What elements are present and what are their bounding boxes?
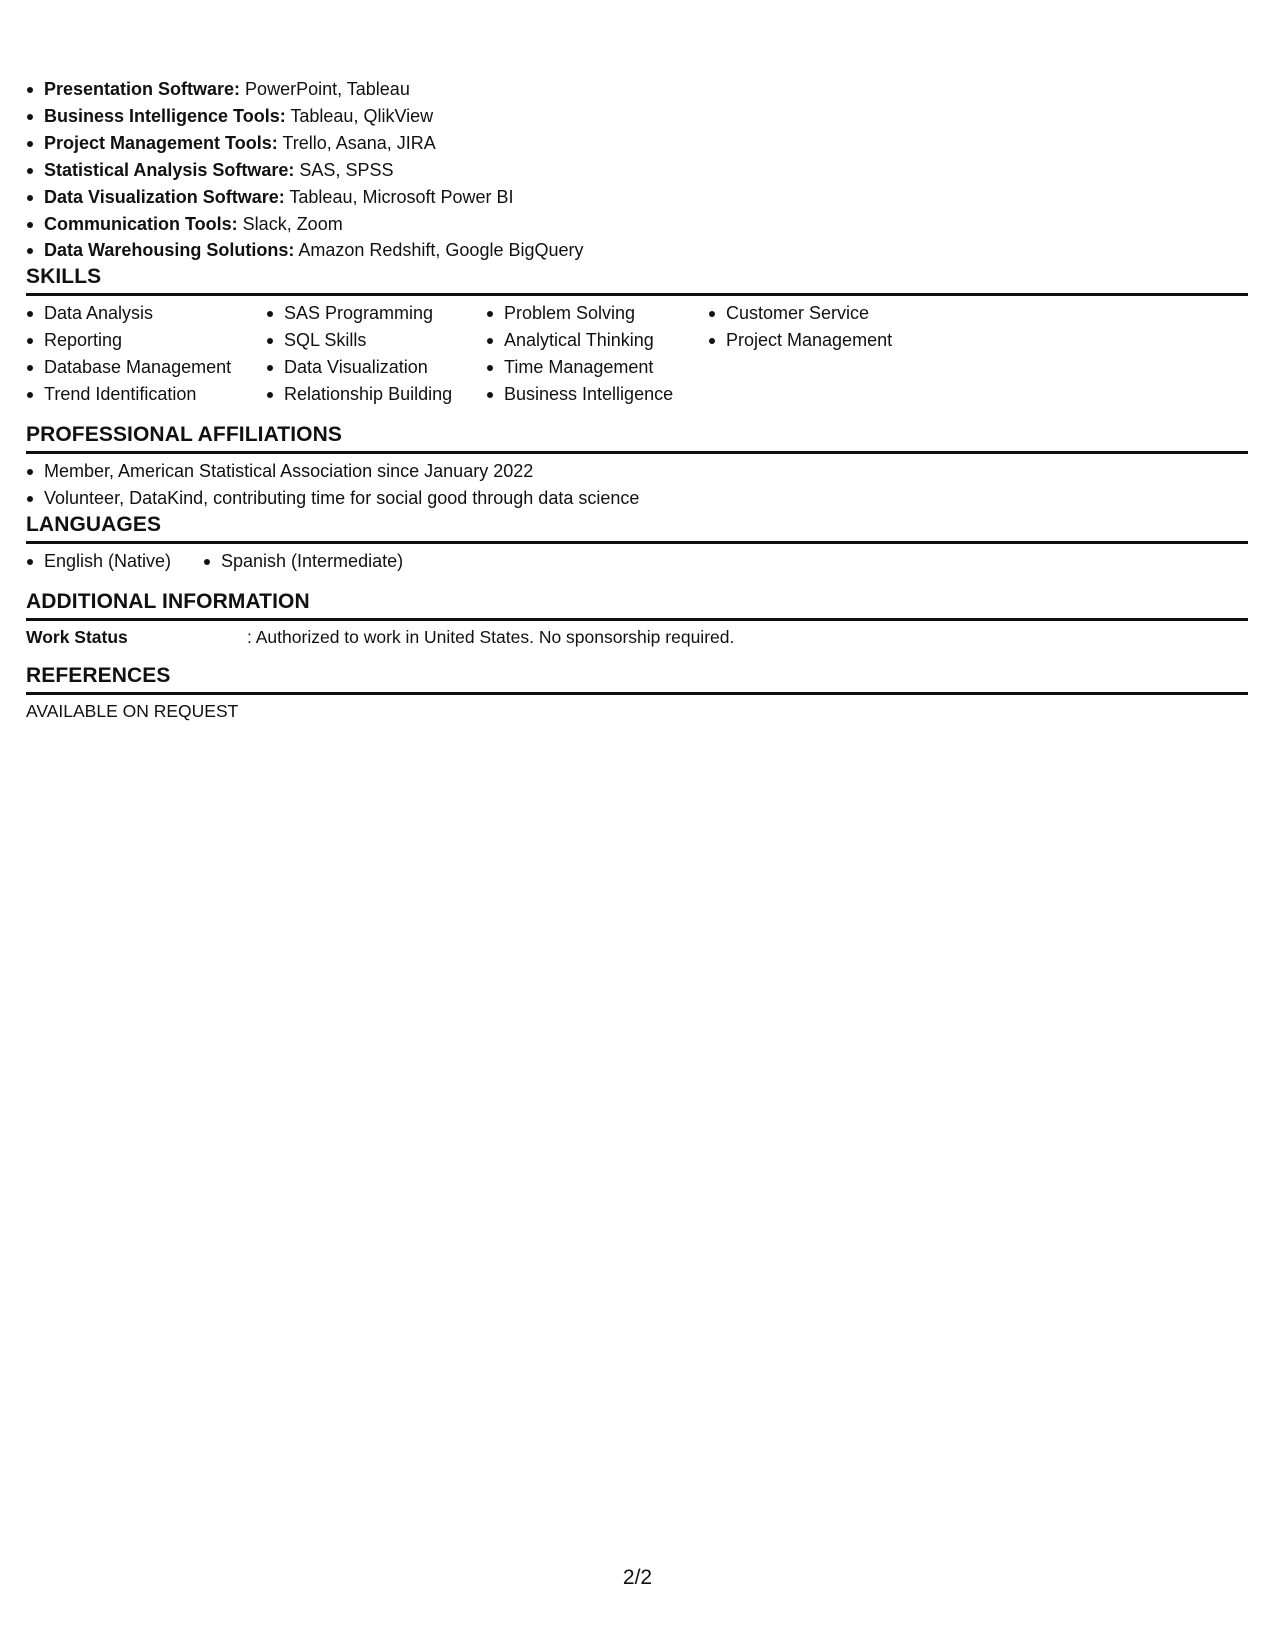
list-item: Reporting bbox=[26, 327, 266, 354]
page-number: 2/2 bbox=[622, 1566, 653, 1589]
tool-label: Communication Tools: bbox=[44, 213, 238, 234]
references-heading: REFERENCES bbox=[26, 663, 171, 687]
affiliations-heading: PROFESSIONAL AFFILIATIONS bbox=[26, 422, 342, 446]
skills-column bbox=[266, 300, 486, 408]
tool-value: Tableau, QlikView bbox=[285, 105, 434, 126]
list-item: Member, American Statistical Association since January 2022 bbox=[26, 458, 1248, 485]
list-item bbox=[26, 130, 1248, 157]
tool-value: Amazon Redshift, Google BigQuery bbox=[294, 240, 584, 261]
list-item: Time Management bbox=[486, 354, 708, 381]
tool-value: Tableau, Microsoft Power BI bbox=[284, 186, 514, 207]
list-item: Data Visualization bbox=[266, 354, 486, 381]
list-item: Relationship Building bbox=[266, 381, 486, 408]
skills-column bbox=[708, 300, 948, 408]
list-item: Volunteer, DataKind, contributing time for social good through data science bbox=[26, 485, 1248, 512]
section-divider bbox=[26, 692, 1248, 695]
list-item bbox=[26, 211, 1248, 238]
list-item bbox=[26, 76, 1248, 103]
list-item: SQL Skills bbox=[266, 327, 486, 354]
list-item: Spanish (Intermediate) bbox=[203, 548, 403, 575]
tool-label: Project Management Tools: bbox=[44, 132, 278, 153]
work-status-row bbox=[26, 625, 1248, 649]
list-item: SAS Programming bbox=[266, 300, 486, 327]
tool-label: Data Warehousing Solutions: bbox=[44, 240, 295, 261]
section-divider bbox=[26, 618, 1248, 621]
list-item: Data Analysis bbox=[26, 300, 266, 327]
affiliations-list bbox=[26, 458, 1248, 512]
skills-column bbox=[26, 300, 266, 408]
tool-label: Business Intelligence Tools: bbox=[44, 105, 286, 126]
tool-label: Data Visualization Software: bbox=[44, 186, 285, 207]
list-item: Customer Service bbox=[708, 300, 948, 327]
list-item bbox=[26, 237, 1248, 264]
list-item: Database Management bbox=[26, 354, 266, 381]
list-item bbox=[26, 157, 1248, 184]
list-item bbox=[26, 184, 1248, 211]
section-divider bbox=[26, 293, 1248, 296]
tool-value: SAS, SPSS bbox=[294, 159, 394, 180]
list-item bbox=[26, 103, 1248, 130]
additional-info-heading: ADDITIONAL INFORMATION bbox=[26, 589, 310, 613]
tool-value: PowerPoint, Tableau bbox=[240, 79, 410, 99]
list-item: Trend Identification bbox=[26, 381, 266, 408]
list-item: Project Management bbox=[708, 327, 948, 354]
tool-label: Statistical Analysis Software: bbox=[44, 159, 295, 180]
list-item: Problem Solving bbox=[486, 300, 708, 327]
list-item: English (Native) bbox=[26, 548, 203, 575]
tool-label: Presentation Software: bbox=[44, 79, 241, 99]
resume-page bbox=[26, 76, 1248, 723]
list-item: Analytical Thinking bbox=[486, 327, 708, 354]
list-item: Business Intelligence bbox=[486, 381, 708, 408]
references-text: AVAILABLE ON REQUEST bbox=[26, 700, 239, 721]
section-divider bbox=[26, 541, 1248, 544]
languages-heading: LANGUAGES bbox=[26, 512, 162, 536]
section-divider bbox=[26, 451, 1248, 454]
work-status-label: Work Status bbox=[26, 626, 128, 647]
tools-list bbox=[26, 76, 1248, 264]
skills-column bbox=[486, 300, 708, 408]
skills-grid bbox=[26, 300, 1248, 408]
work-status-value: : Authorized to work in United States. No sponsorship required. bbox=[247, 626, 735, 647]
tool-value: Trello, Asana, JIRA bbox=[277, 132, 436, 153]
tool-value: Slack, Zoom bbox=[237, 213, 343, 234]
skills-heading: SKILLS bbox=[26, 265, 102, 289]
languages-list bbox=[26, 548, 1248, 575]
